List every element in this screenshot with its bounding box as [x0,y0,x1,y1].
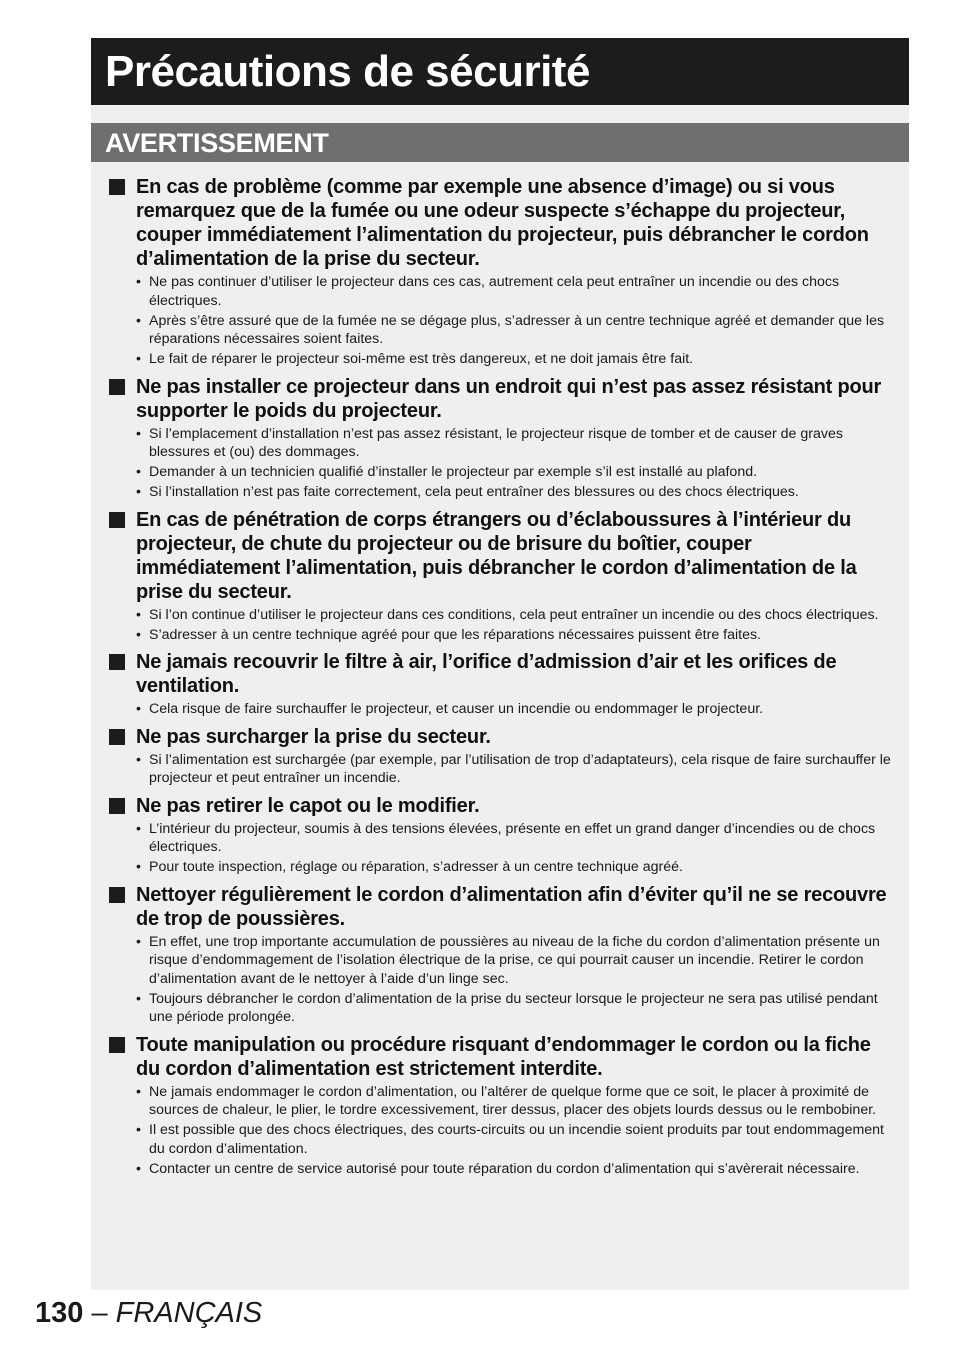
list-item: • S’adresser à un centre technique agréé pour que les réparations nécessaires puissent être faites. [136,626,900,645]
list-item: • Contacter un centre de service autorisé pour toute réparation du cordon d’alimentation qui s’avèrerait nécessaire. [136,1160,900,1179]
list-item: • En effet, une trop importante accumulation de poussières au niveau de la fiche du cordon d’alimentation présente un risque d’endommagement de l’isolation électrique de la prise, ce qui pourrait causer un incendie. Retirer le cordon d’alimentation avant de le nettoyer à l’aide d’un linge sec. [136,933,900,989]
square-bullet-icon [109,379,125,395]
square-bullet-icon [109,1037,125,1053]
footer-language: FRANÇAIS [115,1297,263,1329]
warning-bar [91,123,909,162]
section-heading-text: Ne pas installer ce projecteur dans un endroit qui n’est pas assez résistant pour supporter le poids du projecteur. [136,375,882,422]
warning-section [108,794,900,877]
title-bar [91,38,909,105]
warning-section [108,1033,900,1179]
list-item: • Si l’installation n’est pas faite correctement, cela peut entraîner des blessures ou des chocs électriques. [136,483,900,502]
section-heading-text: En cas de pénétration de corps étrangers ou d’éclaboussures à l’intérieur du projecteur, de chute du projecteur ou de brisure du boîtier, couper immédiatement l’alimentation, puis débrancher le cordon d’alimentation de la prise du secteur. [136,508,857,603]
bullet-list [108,820,900,877]
list-item: • Si l’emplacement d’installation n’est pas assez résistant, le projecteur risque de tomber et de causer de graves blessures et (ou) des dommages. [136,425,900,462]
section-heading [108,725,900,749]
section-heading [108,794,900,818]
section-heading-text: Ne jamais recouvrir le filtre à air, l’orifice d’admission d’air et les orifices de ventilation. [136,651,837,697]
warning-section [108,883,900,1027]
square-bullet-icon [109,179,125,195]
list-item: • Demander à un technicien qualifié d’installer le projecteur par exemple s’il est installé au plafond. [136,463,900,482]
section-heading-text: Ne pas surcharger la prise du secteur. [136,725,491,748]
list-item: • Après s’être assuré que de la fumée ne se dégage plus, s’adresser à un centre technique agréé et demander que les réparations nécessaires soient faites. [136,312,900,349]
list-item: • Il est possible que des chocs électriques, des courts-circuits ou un incendie soient produits par tout endommagement du cordon d’alimentation. [136,1121,900,1158]
square-bullet-icon [109,887,125,903]
page-title: Précautions de sécurité [105,47,590,96]
warning-section [108,375,900,502]
section-heading [108,883,900,931]
warning-list [108,175,900,1184]
warning-section [108,175,900,369]
list-item: • Pour toute inspection, réglage ou réparation, s’adresser à un centre technique agréé. [136,858,900,877]
list-item: • L’intérieur du projecteur, soumis à des tensions élevées, présente en effet un grand danger d’incendies ou de chocs électriques. [136,820,900,857]
section-heading-text: Ne pas retirer le capot ou le modifier. [136,794,480,817]
list-item: • Ne jamais endommager le cordon d’alimentation, ou l’altérer de quelque forme que ce soit, le placer à proximité de sources de chaleur, le plier, le tordre excessivement, tirer dessus, placer des objets lourds dessus ou le rembobiner. [136,1083,900,1120]
section-heading [108,375,900,423]
warning-section [108,650,900,719]
section-heading [108,1033,900,1081]
warning-section [108,508,900,645]
warning-heading: AVERTISSEMENT [105,128,329,158]
section-heading-text: Toute manipulation ou procédure risquant d’endommager le cordon ou la fiche du cordon d’alimentation est strictement interdite. [136,1033,871,1080]
square-bullet-icon [109,729,125,745]
page-number: 130 [35,1297,84,1329]
list-item: • Si l’on continue d’utiliser le projecteur dans ces conditions, cela peut entraîner un incendie ou des chocs électriques. [136,606,900,625]
list-item: • Toujours débrancher le cordon d’alimentation de la prise du secteur lorsque le projecteur ne sera pas utilisé pendant une période prolongée. [136,990,900,1027]
bullet-list [108,606,900,645]
bullet-list [108,273,900,369]
square-bullet-icon [109,512,125,528]
warning-section [108,725,900,788]
list-item: • Le fait de réparer le projecteur soi-même est très dangereux, et ne doit jamais être fait. [136,350,900,369]
bullet-list [108,425,900,502]
section-heading [108,175,900,271]
list-item: • Si l’alimentation est surchargée (par exemple, par l’utilisation de trop d’adaptateurs), cela risque de faire surchauffer le projecteur et peut entraîner un incendie. [136,751,900,788]
square-bullet-icon [109,654,125,670]
section-heading-text: Nettoyer régulièrement le cordon d’alimentation afin d’éviter qu’il ne se recouvre de trop de poussières. [136,883,887,930]
bullet-list [108,700,900,719]
bullet-list [108,1083,900,1179]
page-footer [35,1293,262,1333]
bullet-list [108,751,900,788]
section-heading-text: En cas de problème (comme par exemple une absence d’image) ou si vous remarquez que de la fumée ou une odeur suspecte s’échappe du projecteur, couper immédiatement l’alimentation du projecteur, puis débrancher le cordon d’alimentation de la prise du secteur. [136,176,869,270]
square-bullet-icon [109,798,125,814]
section-heading [108,650,900,698]
section-heading [108,508,900,604]
bullet-list [108,933,900,1027]
footer-dash: – [83,1297,116,1329]
list-item: • Cela risque de faire surchauffer le projecteur, et causer un incendie ou endommager le projecteur. [136,700,900,719]
list-item: • Ne pas continuer d’utiliser le projecteur dans ces cas, autrement cela peut entraîner un incendie ou des chocs électriques. [136,273,900,310]
